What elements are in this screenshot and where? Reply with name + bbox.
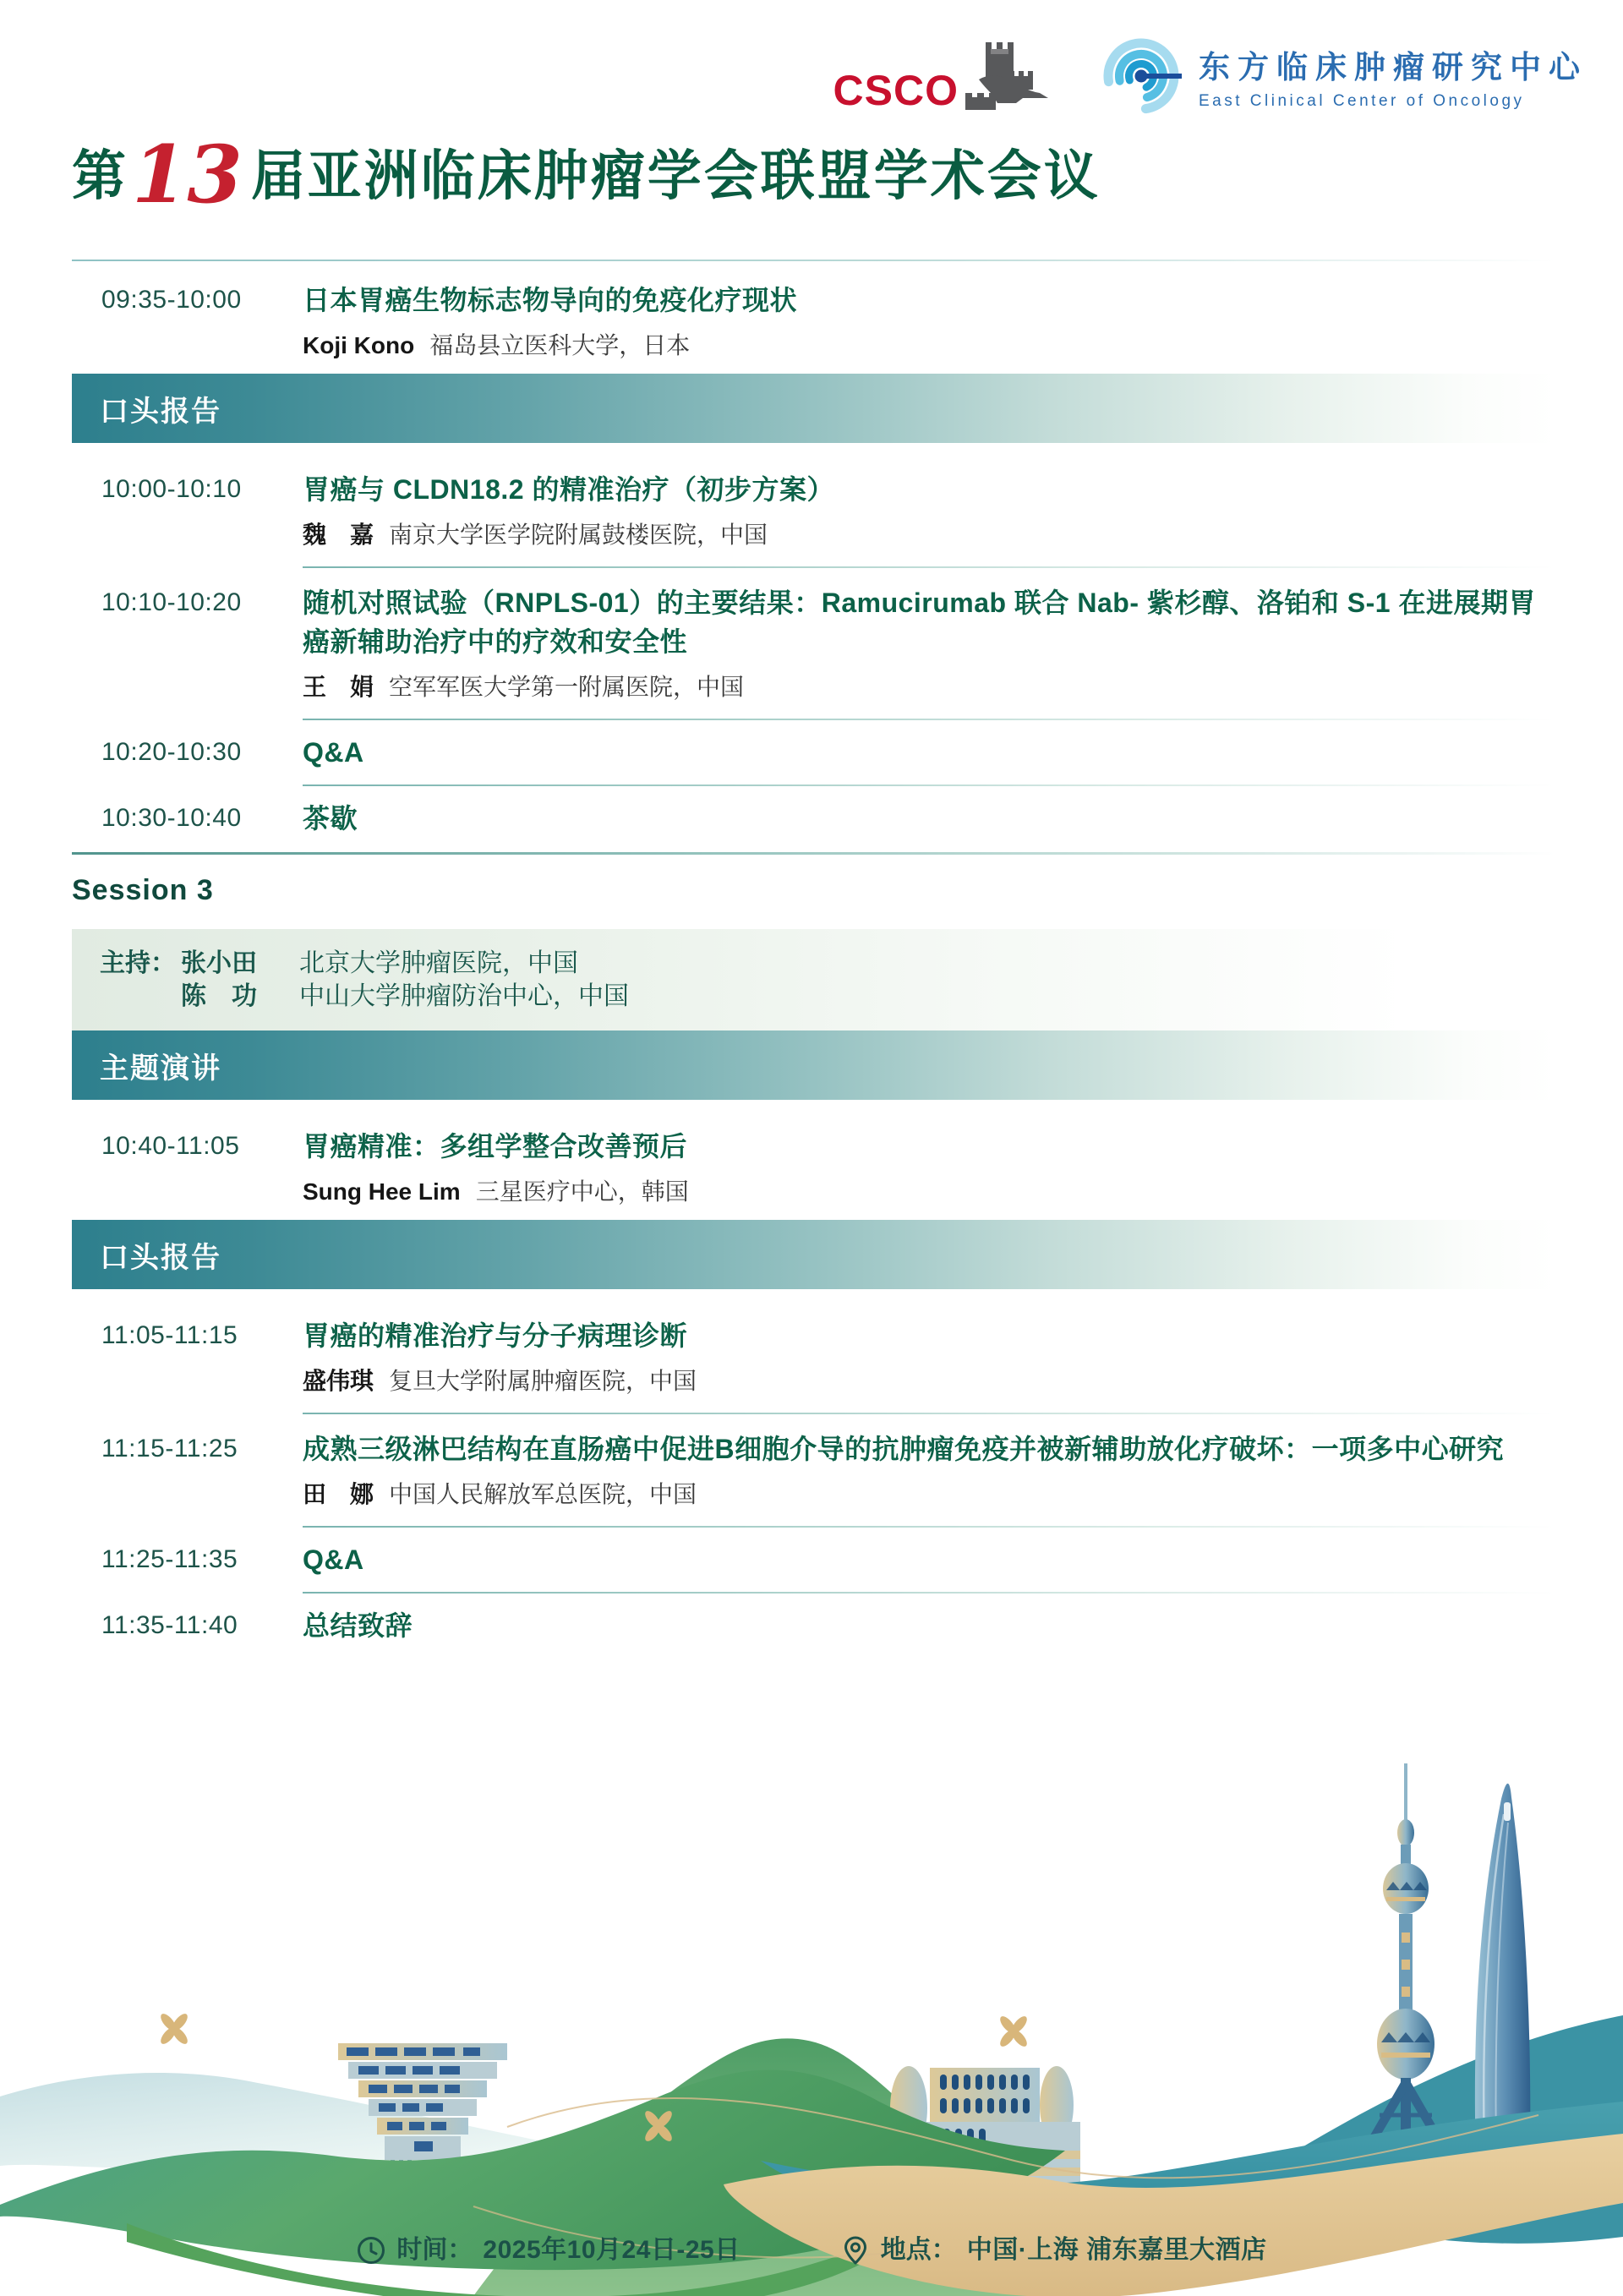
agenda-talk-row xyxy=(72,1127,1555,1208)
chair-line xyxy=(100,947,1555,980)
item-title: 茶歇 xyxy=(303,803,358,834)
speaker-name: Koji Kono xyxy=(303,332,415,358)
venue-value: 中国·上海 浦东嘉里大酒店 xyxy=(966,2236,1267,2264)
header-logos xyxy=(833,32,1587,120)
flower-decoration xyxy=(997,2014,1030,2048)
agenda-talk-row xyxy=(72,470,1555,551)
chairs-label: 主持： xyxy=(100,949,176,977)
speaker-name: Sung Hee Lim xyxy=(303,1178,461,1205)
footer xyxy=(0,2233,1623,2267)
section-banner: 口头报告 xyxy=(72,1220,1555,1289)
time-range: 11:35-11:40 xyxy=(101,1611,238,1639)
ecco-logo xyxy=(1099,34,1587,118)
agenda-simple-row xyxy=(72,801,1555,835)
chair-affiliation: 中山大学肿瘤防治中心，中国 xyxy=(299,982,629,1010)
time-range: 10:30-10:40 xyxy=(101,804,242,832)
ecco-target-icon xyxy=(1099,34,1183,118)
time-label: 时间： xyxy=(396,2236,473,2264)
speaker-line xyxy=(303,1176,1554,1208)
speaker-affiliation: 复旦大学附属肿瘤医院，中国 xyxy=(389,1368,697,1394)
chairs-label-spacer xyxy=(100,980,181,1013)
speaker-affiliation: 空军军医大学第一附属医院，中国 xyxy=(389,674,745,700)
csco-logo-text: CSCO xyxy=(833,67,959,114)
chair-name: 张小田 xyxy=(181,949,257,977)
chair-name: 陈 功 xyxy=(181,982,257,1010)
great-wall-icon xyxy=(959,32,1055,120)
talk-title: 胃癌精准：多组学整合改善预后 xyxy=(303,1131,688,1162)
title-prefix: 第 xyxy=(72,145,128,206)
row-divider xyxy=(303,566,1555,568)
item-title: Q&A xyxy=(303,1544,364,1575)
time-value: 2025年10月24日-25日 xyxy=(483,2236,740,2264)
talk-title: 随机对照试验（RNPLS-01）的主要结果：Ramucirumab 联合 Nab- 紫杉醇、洛铂和 S-1 在进展期胃癌新辅助治疗中的疗效和安全性 xyxy=(303,588,1536,657)
venue-label: 地点： xyxy=(880,2236,957,2264)
agenda-simple-row xyxy=(72,1609,1555,1643)
chairs-panel xyxy=(72,929,1555,1030)
time-range: 11:25-11:35 xyxy=(101,1545,238,1573)
row-divider xyxy=(303,1413,1555,1414)
agenda-talk-row xyxy=(72,583,1555,703)
page-title xyxy=(72,128,1555,222)
item-title: 总结致辞 xyxy=(303,1610,413,1641)
speaker-affiliation: 三星医疗中心，韩国 xyxy=(475,1178,689,1205)
session-divider xyxy=(72,852,1555,855)
shanghai-skyline-illustration xyxy=(0,1763,1623,2296)
location-pin-icon xyxy=(840,2235,871,2266)
footer-venue xyxy=(840,2233,1267,2267)
row-divider xyxy=(303,719,1555,720)
speaker-line xyxy=(303,1479,1554,1511)
talk-title: 成熟三级淋巴结构在直肠癌中促进B细胞介导的抗肿瘤免疫并被新辅助放化疗破坏：一项多中心研究 xyxy=(303,1434,1505,1464)
clock-icon xyxy=(356,2235,386,2266)
shanghai-tower xyxy=(1475,1784,1530,2161)
chair-affiliation: 北京大学肿瘤医院，中国 xyxy=(299,949,578,977)
agenda-simple-row xyxy=(72,735,1555,769)
agenda-talk-row xyxy=(72,281,1555,362)
time-range: 10:00-10:10 xyxy=(101,475,242,503)
time-range: 10:20-10:30 xyxy=(101,738,242,766)
talk-title: 胃癌与 CLDN18.2 的精准治疗（初步方案） xyxy=(303,474,834,505)
chair-line xyxy=(100,980,1555,1013)
section-banner: 主题演讲 xyxy=(72,1030,1555,1100)
title-suffix: 届亚洲临床肿瘤学会联盟学术会议 xyxy=(250,145,1101,206)
agenda-talk-row xyxy=(72,1316,1555,1397)
speaker-name: 盛伟琪 xyxy=(303,1368,374,1394)
time-range: 10:40-11:05 xyxy=(101,1132,240,1160)
section-banner: 口头报告 xyxy=(72,374,1555,443)
footer-time xyxy=(356,2233,740,2267)
speaker-line xyxy=(303,671,1554,703)
speaker-affiliation: 南京大学医学院附属鼓楼医院，中国 xyxy=(389,522,768,548)
ecco-name-zh: 东方临床肿瘤研究中心 xyxy=(1199,51,1587,85)
speaker-line xyxy=(303,519,1554,551)
speaker-name: 魏 嘉 xyxy=(303,522,374,548)
time-range: 11:05-11:15 xyxy=(101,1321,238,1349)
speaker-line xyxy=(303,330,1554,362)
talk-title: 日本胃癌生物标志物导向的免疫化疗现状 xyxy=(303,285,798,315)
csco-logo xyxy=(833,32,1055,120)
title-edition-number: 13 xyxy=(132,128,243,222)
row-divider xyxy=(303,1526,1555,1528)
time-range: 11:15-11:25 xyxy=(101,1435,238,1462)
speaker-affiliation: 中国人民解放军总医院，中国 xyxy=(389,1481,697,1507)
agenda-simple-row xyxy=(72,1543,1555,1577)
speaker-affiliation: 福岛县立医科大学，日本 xyxy=(429,332,691,358)
agenda xyxy=(72,281,1555,1643)
title-underline xyxy=(72,260,1555,261)
time-range: 09:35-10:00 xyxy=(101,286,242,314)
ecco-name-en: East Clinical Center of Oncology xyxy=(1199,92,1525,110)
flower-decoration xyxy=(158,2011,190,2046)
row-divider xyxy=(303,784,1555,786)
agenda-talk-row xyxy=(72,1430,1555,1511)
ecco-logo-text xyxy=(1199,41,1587,111)
item-title: Q&A xyxy=(303,737,364,768)
time-range: 10:10-10:20 xyxy=(101,588,242,616)
speaker-line xyxy=(303,1365,1554,1397)
row-divider xyxy=(303,1592,1555,1594)
speaker-name: 田 娜 xyxy=(303,1481,374,1507)
speaker-name: 王 娟 xyxy=(303,674,374,700)
session-heading: Session 3 xyxy=(72,874,214,906)
talk-title: 胃癌的精准治疗与分子病理诊断 xyxy=(303,1320,688,1351)
